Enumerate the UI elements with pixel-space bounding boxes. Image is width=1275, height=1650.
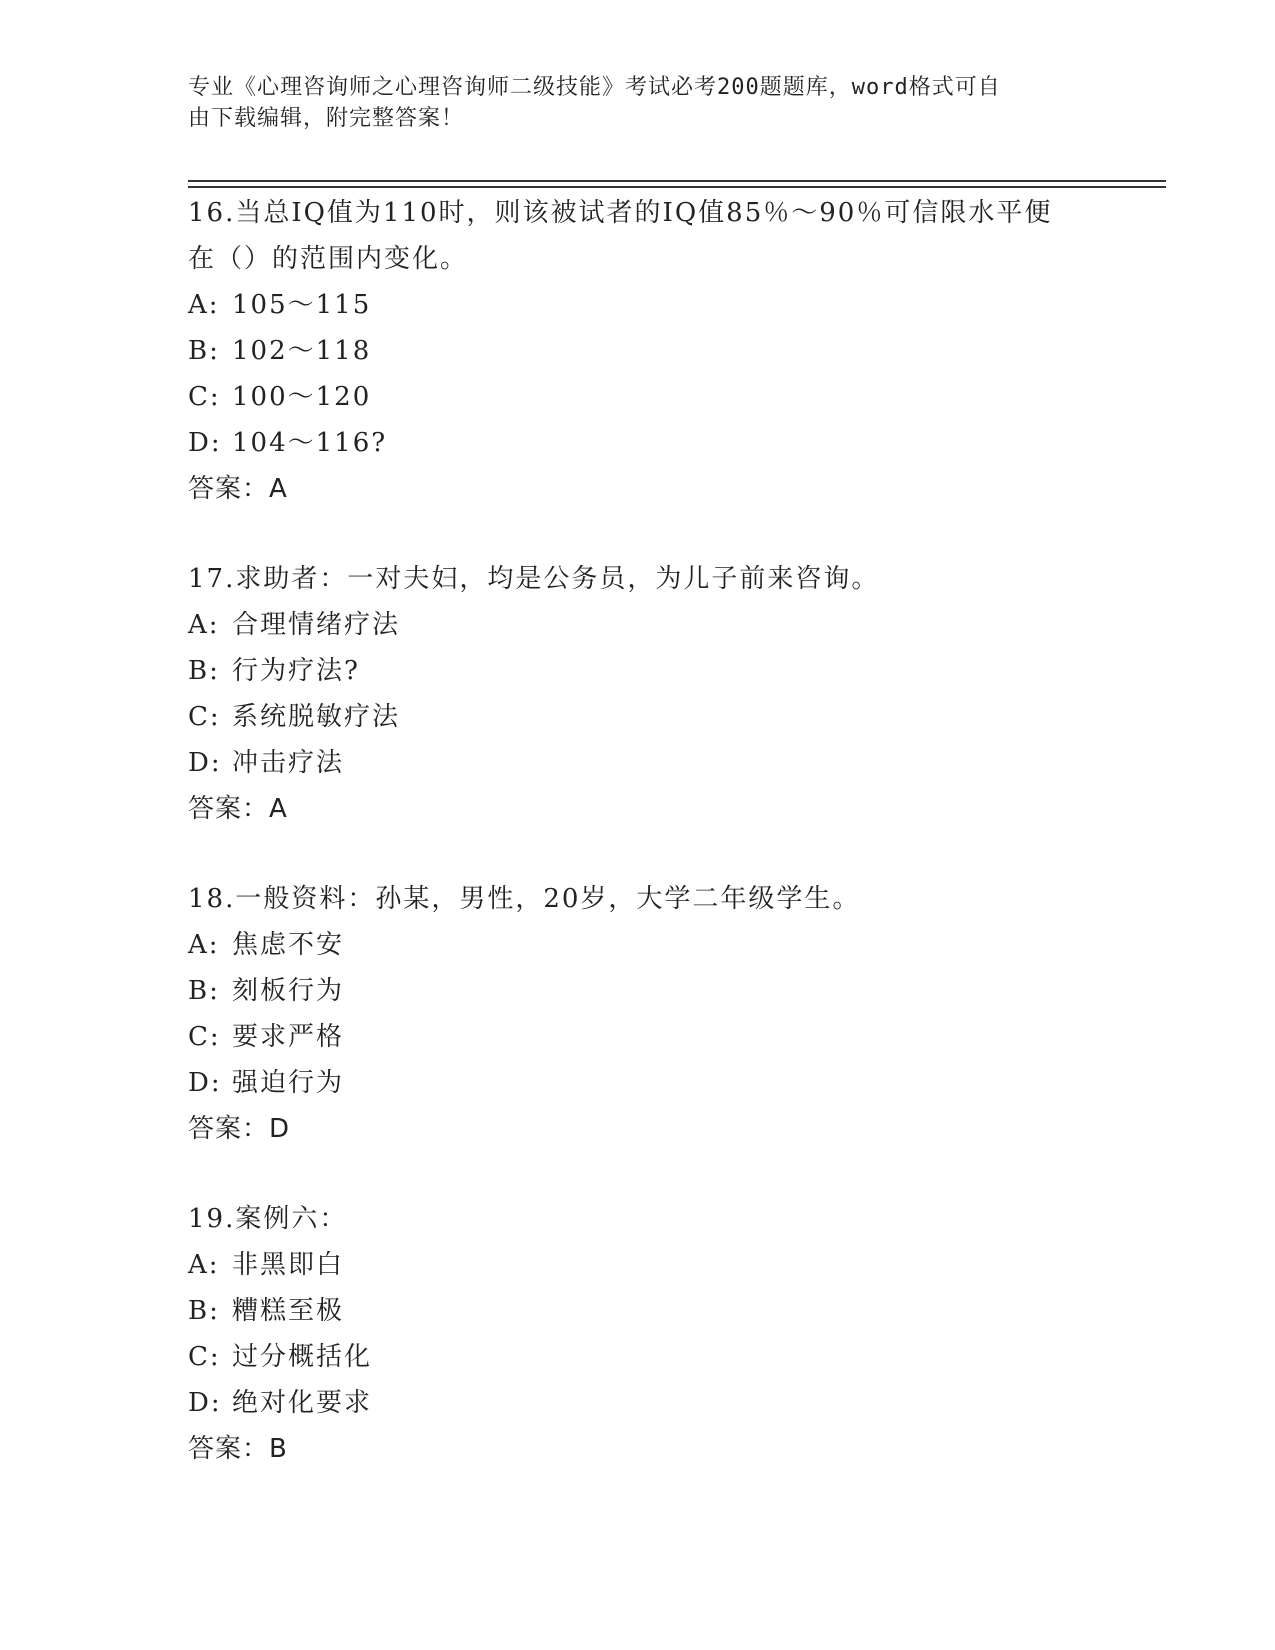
option-text: 焦虑不安 — [232, 930, 345, 960]
question-stem-line-1: 18.一般资料：孙某，男性，20岁，大学二年级学生。 — [188, 884, 861, 914]
intro-line-2: 由下载编辑，附完整答案！ — [188, 106, 465, 131]
question-list — [188, 190, 1088, 1472]
option-key: A: — [188, 930, 220, 960]
answer-label: 答案：A — [188, 474, 288, 504]
option-c — [188, 694, 1088, 740]
option-b — [188, 1288, 1088, 1334]
option-key: B: — [188, 976, 220, 1006]
option-text: 104～116? — [232, 428, 388, 458]
question-stem-line-1: 19.案例六： — [188, 1204, 348, 1234]
option-b — [188, 648, 1088, 694]
option-d — [188, 1060, 1088, 1106]
option-key: C: — [188, 382, 221, 412]
question-16 — [188, 190, 1088, 512]
answer-label: 答案：B — [188, 1434, 288, 1464]
option-text: 102～118 — [232, 336, 372, 366]
option-key: D: — [188, 748, 222, 778]
option-b — [188, 328, 1088, 374]
option-key: C: — [188, 702, 221, 732]
intro-line-1: 专业《心理咨询师之心理咨询师二级技能》考试必考200题题库，word格式可自 — [188, 75, 1001, 100]
option-key: C: — [188, 1022, 221, 1052]
option-key: A: — [188, 1250, 220, 1280]
question-stem-line-2: 在（）的范围内变化。 — [188, 244, 469, 274]
option-text: 冲击疗法 — [232, 748, 345, 778]
option-a — [188, 282, 1088, 328]
option-text: 绝对化要求 — [232, 1388, 373, 1418]
option-text: 过分概括化 — [232, 1342, 373, 1372]
option-c — [188, 1014, 1088, 1060]
option-a — [188, 1242, 1088, 1288]
option-text: 行为疗法? — [232, 656, 360, 686]
question-19 — [188, 1196, 1088, 1472]
option-c — [188, 1334, 1088, 1380]
divider-top — [188, 180, 1166, 182]
option-text: 非黑即白 — [232, 1250, 345, 1280]
option-d — [188, 740, 1088, 786]
option-text: 强迫行为 — [232, 1068, 345, 1098]
option-key: B: — [188, 336, 220, 366]
option-b — [188, 968, 1088, 1014]
question-stem-line-1: 16.当总IQ值为110时，则该被试者的IQ值85％～90％可信限水平便 — [188, 198, 1053, 228]
option-key: B: — [188, 656, 220, 686]
answer-label: 答案：A — [188, 794, 288, 824]
question-stem-line-1: 17.求助者：一对夫妇，均是公务员，为儿子前来咨询。 — [188, 564, 880, 594]
divider-bottom — [188, 186, 1166, 188]
option-c — [188, 374, 1088, 420]
option-key: A: — [188, 610, 220, 640]
option-d — [188, 1380, 1088, 1426]
option-text: 系统脱敏疗法 — [232, 702, 401, 732]
option-d — [188, 420, 1088, 466]
question-17 — [188, 556, 1088, 832]
option-key: D: — [188, 1068, 222, 1098]
option-key: C: — [188, 1342, 221, 1372]
option-key: D: — [188, 428, 222, 458]
option-key: D: — [188, 1388, 222, 1418]
option-text: 合理情绪疗法 — [232, 610, 401, 640]
option-text: 要求严格 — [232, 1022, 345, 1052]
answer-label: 答案：D — [188, 1114, 291, 1144]
option-text: 105～115 — [232, 290, 372, 320]
document-intro — [188, 72, 1088, 134]
question-18 — [188, 876, 1088, 1152]
option-key: B: — [188, 1296, 220, 1326]
option-a — [188, 602, 1088, 648]
option-text: 刻板行为 — [232, 976, 345, 1006]
option-a — [188, 922, 1088, 968]
option-text: 糟糕至极 — [232, 1296, 345, 1326]
option-key: A: — [188, 290, 220, 320]
option-text: 100～120 — [232, 382, 372, 412]
